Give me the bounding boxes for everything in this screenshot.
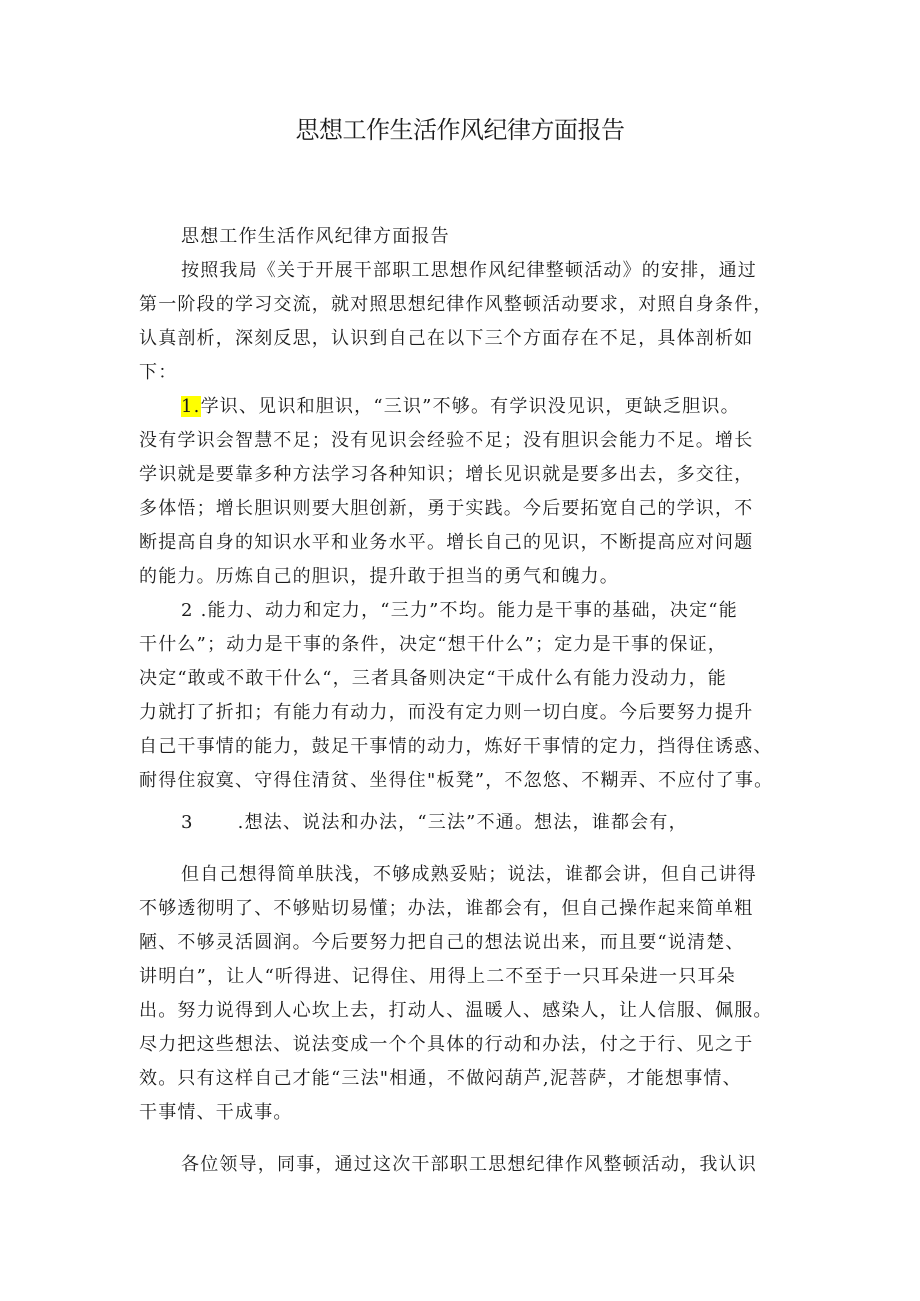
section-1-line: 多体悟；增长胆识则要大胆创新，勇于实践。今后要拓宽自己的学识，不 <box>139 498 754 519</box>
section-2-line: 自己干事情的能力，鼓足干事情的动力，炼好干事情的定力，挡得住诱惑、 <box>139 736 773 757</box>
intro-line: 下： <box>139 362 178 383</box>
section-3-line: 讲明白”，让人“听得进、记得住、用得上二不至于一只耳朵进一只耳朵 <box>139 966 736 987</box>
document-title: 思想工作生活作风纪律方面报告 <box>295 116 625 144</box>
section-1-first-line <box>139 390 799 424</box>
section-2-line: 干什么”；动力是干事的条件，决定“想干什么”；定力是干事的保证， <box>139 634 728 655</box>
section-1-line: 没有学识会智慧不足；没有见识会经验不足；没有胆识会能力不足。增长 <box>139 430 754 451</box>
section-1-number-highlight: 1. <box>181 396 201 417</box>
section-3-line: 尽力把这些想法、说法变成一个个具体的行动和办法，付之于行、见之于 <box>139 1034 754 1055</box>
section-3-first-line <box>139 806 799 840</box>
intro-line: 第一阶段的学习交流，就对照思想纪律作风整顿活动要求，对照自身条件， <box>139 294 773 315</box>
section-3-heading-text: .想法、说法和办法，“三法”不通。想法，谁都会有， <box>237 812 688 833</box>
section-3-line: 不够透彻明了、不够贴切易懂；办法，谁都会有，但自己操作起来简单粗 <box>139 898 754 919</box>
section-2-line: 耐得住寂寞、守得住清贫、坐得住"板凳”，不忽悠、不糊弄、不应付了事。 <box>139 770 774 791</box>
section-1-heading-text: 学识、见识和胆识，“三识”不够。有学识没见识，更缺乏胆识。 <box>200 396 740 417</box>
section-1-line: 的能力。历炼自己的胆识，提升敢于担当的勇气和魄力。 <box>139 566 619 587</box>
section-3-line: 干事情、干成事。 <box>139 1102 293 1123</box>
document-body <box>139 220 799 1182</box>
section-3-line: 效。只有这样自己才能“三法"相通，不做闷葫芦,泥菩萨，才能想事情、 <box>139 1068 742 1089</box>
section-2-line: 2 .能力、动力和定力，“三力”不均。能力是干事的基础，决定“能 <box>181 600 738 621</box>
section-3-line: 陋、不够灵活圆润。今后要努力把自己的想法说出来，而且要“说清楚、 <box>139 932 745 953</box>
section-1-line: 学识就是要靠多种方法学习各种知识；增长见识就是要多出去，多交往， <box>139 464 754 485</box>
section-1-line: 断提高自身的知识水平和业务水平。增长自己的见识，不断提高应对问题 <box>139 532 754 553</box>
section-3-number: 3 <box>181 812 194 833</box>
intro-line: 按照我局《关于开展干部职工思想作风纪律整顿活动》的安排，通过 <box>181 260 757 281</box>
intro-line: 认真剖析，深刻反思，认识到自己在以下三个方面存在不足，具体剖析如 <box>139 328 754 349</box>
section-2-line: 决定“敢或不敢干什么“，三者具备则决定“干成什么有能力没动力，能 <box>139 668 728 689</box>
closing-line: 各位领导，同事，通过这次干部职工思想纪律作风整顿活动，我认识 <box>181 1154 757 1175</box>
section-3-line: 出。努力说得到人心坎上去，打动人、温暖人、感染人，让人信服、佩服。 <box>139 1000 773 1021</box>
section-3-line: 但自己想得简单肤浅，不够成熟妥贴；说法，谁都会讲，但自己讲得 <box>181 864 757 885</box>
section-2-line: 力就打了折扣；有能力有动力，而没有定力则一切白度。今后要努力提升 <box>139 702 754 723</box>
intro-heading: 思想工作生活作风纪律方面报告 <box>181 226 450 247</box>
